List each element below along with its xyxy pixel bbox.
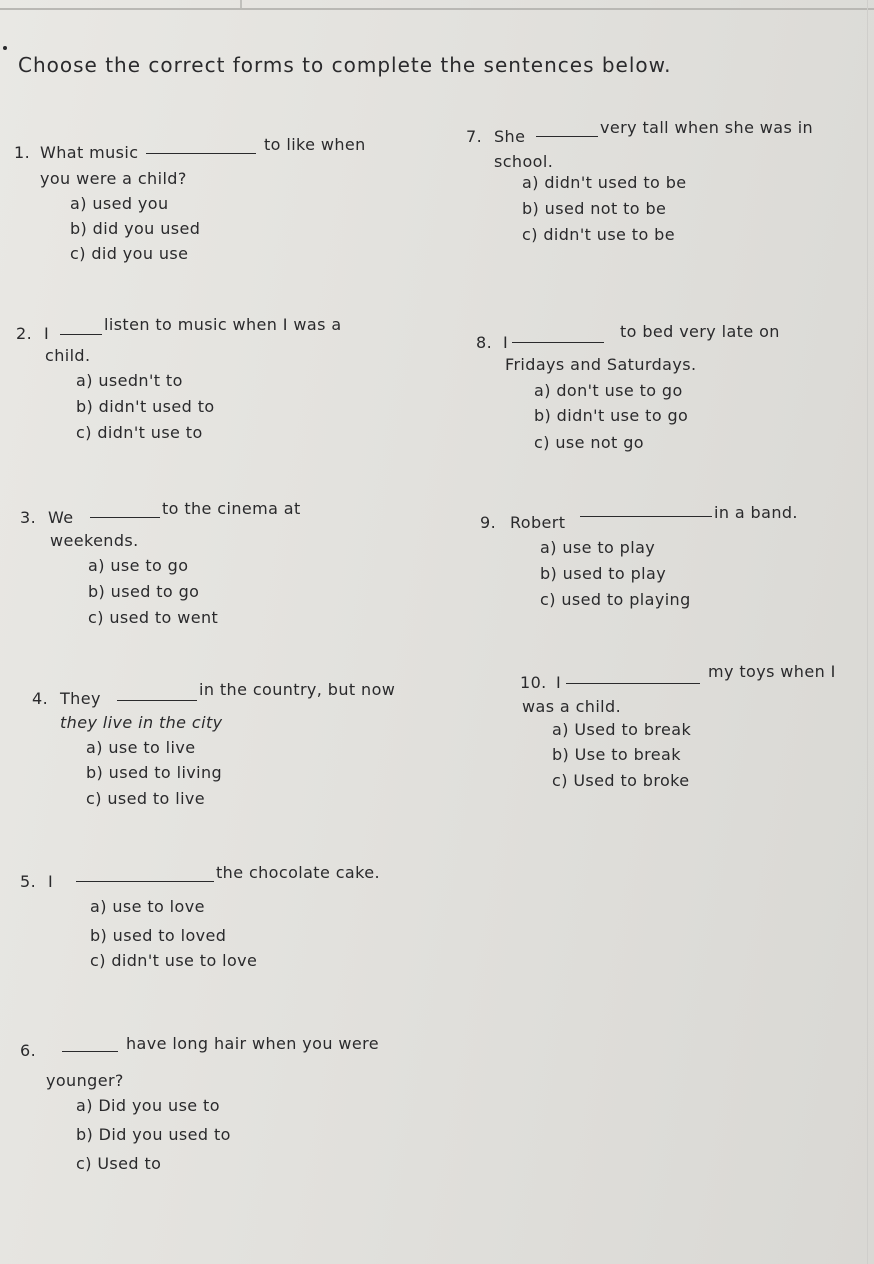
right-edge-line [867, 0, 868, 1264]
question-number: 10. [520, 673, 547, 692]
option-a[interactable]: a) didn't used to be [522, 173, 687, 192]
option-a[interactable]: a) use to go [88, 556, 189, 575]
option-a[interactable]: a) used you [70, 194, 169, 213]
option-c[interactable]: c) used to live [86, 789, 206, 808]
question-text-after: in the country, but now [199, 680, 396, 699]
option-c[interactable]: c) used to playing [540, 590, 691, 609]
answer-blank[interactable] [146, 153, 256, 154]
question-text-before: I [44, 324, 50, 343]
answer-blank[interactable] [117, 700, 197, 701]
option-c[interactable]: c) use not go [534, 433, 644, 452]
question-number: 6. [20, 1041, 37, 1060]
answer-blank[interactable] [90, 517, 160, 518]
fold-mark [240, 0, 242, 8]
bullet-dot [3, 46, 7, 50]
question-text-continued: weekends. [50, 531, 139, 550]
option-a[interactable]: a) usedn't to [76, 371, 183, 390]
question-text-before: I [48, 872, 54, 891]
question-text-before: She [494, 127, 526, 146]
option-c[interactable]: c) didn't use to [76, 423, 203, 442]
option-b[interactable]: b) used to loved [90, 926, 227, 945]
question-text-after: to the cinema at [162, 499, 301, 518]
option-a[interactable]: a) use to love [90, 897, 205, 916]
question-number: 2. [16, 324, 33, 343]
option-a[interactable]: a) use to play [540, 538, 656, 557]
answer-blank[interactable] [62, 1051, 118, 1052]
question-text-continued: Fridays and Saturdays. [505, 355, 697, 374]
question-text-after: to bed very late on [620, 322, 780, 341]
answer-blank[interactable] [580, 516, 712, 517]
question-text-continued: child. [45, 346, 91, 365]
question-text-after: the chocolate cake. [216, 863, 380, 882]
answer-blank[interactable] [76, 881, 214, 882]
question-text-continued: they live in the city [60, 713, 223, 732]
option-c[interactable]: c) didn't use to be [522, 225, 675, 244]
question-number: 7. [466, 127, 483, 146]
top-edge-line [0, 8, 874, 10]
question-number: 9. [480, 513, 497, 532]
question-text-before: What music [40, 143, 139, 162]
question-number: 3. [20, 508, 37, 527]
question-text-continued: was a child. [522, 697, 622, 716]
question-number: 1. [14, 143, 31, 162]
option-c[interactable]: c) Used to broke [552, 771, 690, 790]
question-text-after: very tall when she was in [600, 118, 814, 137]
answer-blank[interactable] [512, 342, 604, 343]
option-a[interactable]: a) Did you use to [76, 1096, 220, 1115]
option-b[interactable]: b) didn't use to go [534, 406, 689, 425]
question-text-before: We [48, 508, 74, 527]
answer-blank[interactable] [60, 334, 102, 335]
option-c[interactable]: c) did you use [70, 244, 189, 263]
option-b[interactable]: b) did you used [70, 219, 201, 238]
option-b[interactable]: b) Use to break [552, 745, 681, 764]
option-c[interactable]: c) Used to [76, 1154, 162, 1173]
question-text-before: I [503, 333, 509, 352]
option-b[interactable]: b) used to play [540, 564, 667, 583]
option-c[interactable]: c) used to went [88, 608, 219, 627]
question-text-continued: you were a child? [40, 169, 187, 188]
option-c[interactable]: c) didn't use to love [90, 951, 258, 970]
option-b[interactable]: b) didn't used to [76, 397, 215, 416]
question-text-after: to like when [264, 135, 366, 154]
question-text-after: in a band. [714, 503, 798, 522]
question-text-before: They [60, 689, 101, 708]
question-text-continued: younger? [46, 1071, 124, 1090]
instruction-heading: Choose the correct forms to complete the sentences below. [18, 53, 672, 77]
question-number: 8. [476, 333, 493, 352]
option-b[interactable]: b) used to living [86, 763, 223, 782]
option-a[interactable]: a) use to live [86, 738, 196, 757]
option-a[interactable]: a) Used to break [552, 720, 692, 739]
answer-blank[interactable] [566, 683, 700, 684]
option-b[interactable]: b) Did you used to [76, 1125, 231, 1144]
question-number: 5. [20, 872, 37, 891]
question-text-after: have long hair when you were [126, 1034, 379, 1053]
question-text-before: I [556, 673, 562, 692]
option-b[interactable]: b) used not to be [522, 199, 667, 218]
option-a[interactable]: a) don't use to go [534, 381, 683, 400]
question-text-before: Robert [510, 513, 566, 532]
question-text-continued: school. [494, 152, 554, 171]
option-b[interactable]: b) used to go [88, 582, 200, 601]
question-text-after: my toys when I [708, 662, 836, 681]
question-number: 4. [32, 689, 49, 708]
answer-blank[interactable] [536, 136, 598, 137]
question-text-after: listen to music when I was a [104, 315, 342, 334]
